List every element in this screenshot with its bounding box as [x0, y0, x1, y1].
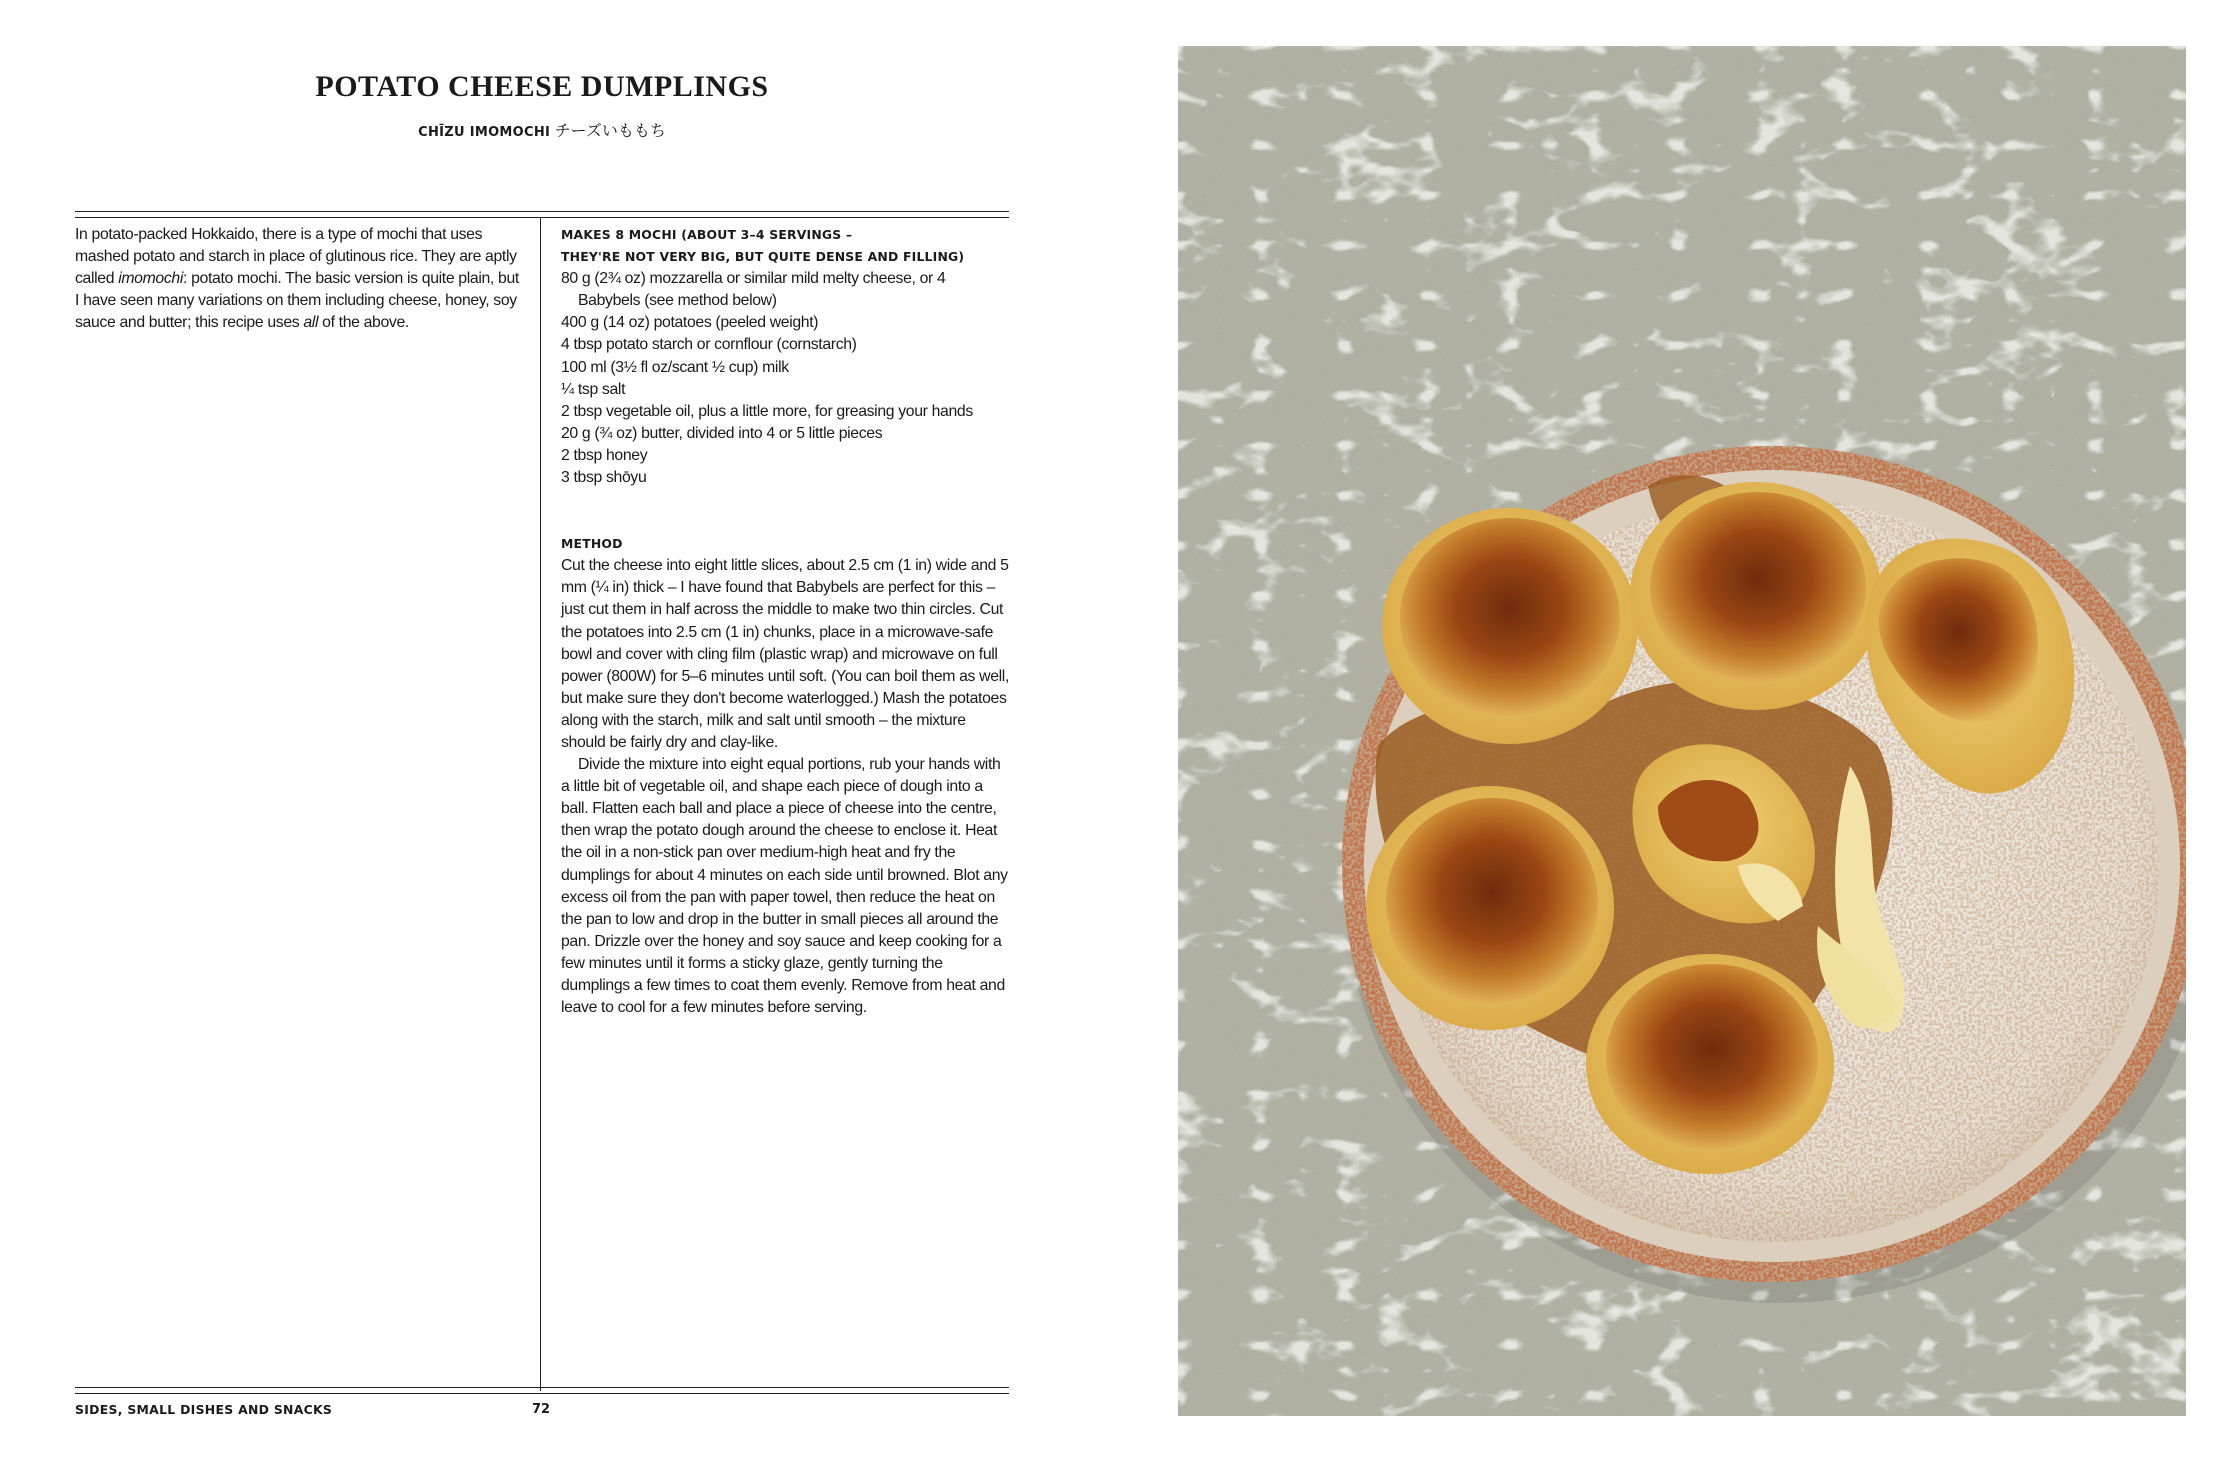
subtitle-romaji: CHĪZU IMOMOCHI — [418, 125, 551, 140]
method-paragraph: Cut the cheese into eight little slices, about 2.5 cm (1 in) wide and 5 mm (¼ in) thick – I have found that Babybels are perfect for this – just cut them in half across the middle to make two thin circles. Cut the potatoes into 2.5 cm (1 in) chunks, place in a microwave-safe bowl and cover with cling film (plastic wrap) and microwave on full power (800W) for 5–6 minutes until soft. (You can boil them as well, but make sure they don't become waterlogged.) Mash the potatoes along with the starch, milk and salt until smooth – the mixture should be fairly dry and clay-like. — [561, 557, 1009, 751]
ingredient-item: 4 tbsp potato starch or cornflour (cornstarch) — [561, 336, 857, 354]
intro-text-continued: : potato mochi. The basic version is quite plain, but I have seen many variations on them including cheese, honey, soy sauce and butter; this recipe uses — [75, 270, 519, 332]
ingredient-item: 3 tbsp shōyu — [561, 469, 647, 487]
dumplings-photo — [1178, 46, 2186, 1416]
page-number: 72 — [532, 1402, 551, 1417]
ingredient-item: 20 g (¾ oz) butter, divided into 4 or 5 little pieces — [561, 424, 883, 442]
intro-italic-word: imomochi — [118, 270, 184, 288]
bottom-rule-inner — [75, 1393, 1009, 1394]
top-rule-inner — [75, 217, 1009, 218]
ingredients-heading — [561, 224, 1011, 268]
dumpling-bottom-left — [1366, 786, 1614, 1030]
intro-italic-all: all — [303, 314, 319, 332]
recipe-subtitle — [75, 118, 1009, 141]
ingredient-item: 80 g (2¾ oz) mozzarella or similar mild melty cheese, or 4 Babybels (see method below) — [561, 270, 946, 310]
ingredient-item: 400 g (14 oz) potatoes (peeled weight) — [561, 314, 819, 332]
recipe-title: POTATO CHEESE DUMPLINGS — [315, 70, 769, 103]
subtitle-japanese: チーズいももち — [554, 121, 666, 140]
ingredients-column — [561, 224, 1011, 1019]
column-divider — [540, 218, 541, 1391]
servings-note: THEY'RE NOT VERY BIG, BUT QUITE DENSE AND FILLING) — [561, 249, 965, 265]
method-paragraph: Divide the mixture into eight equal portions, rub your hands with a little bit of vegetable oil, and shape each piece of dough into a ball. Flatten each ball and place a piece of cheese into the centre, then wrap the potato dough around the cheese to enclose it. Heat the oil in a non-stick pan over medium-high heat and fry the dumplings for about 4 minutes on each side until browned. Blot any excess oil from the pan with paper towel, then reduce the heat on the pan to low and drop in the butter in small pieces all around the pan. Drizzle over the honey and soy sauce and keep cooking for a few minutes until it forms a sticky glaze, gently turning the dumplings a few times to coat them evenly. Remove from heat and leave to cool for a few minutes before serving. — [561, 756, 1008, 1017]
footer-section-title: SIDES, SMALL DISHES AND SNACKS — [75, 1402, 333, 1417]
ingredient-list — [561, 268, 1011, 489]
ingredient-item: 2 tbsp honey — [561, 446, 648, 464]
recipe-page — [0, 0, 1120, 1454]
servings-line: MAKES 8 MOCHI (ABOUT 3–4 SERVINGS – — [561, 227, 853, 242]
dumpling-bottom-center — [1586, 954, 1834, 1174]
top-rule — [75, 211, 1009, 212]
dumpling-top-center — [1630, 482, 1882, 710]
ingredient-item: ¼ tsp salt — [561, 380, 626, 398]
intro-text-ending: of the above. — [318, 314, 409, 332]
method-heading: METHOD — [561, 536, 623, 552]
bottom-rule — [75, 1387, 1009, 1388]
intro-text: In potato-packed Hokkaido, there is a type of mochi that uses mashed potato and starch in place of glutinous rice. They are aptly called — [75, 226, 517, 288]
dumpling-top-left — [1382, 508, 1638, 744]
ingredient-item: 100 ml (3½ fl oz/scant ½ cup) milk — [561, 358, 789, 376]
intro-paragraph — [75, 224, 525, 334]
ingredient-item: 2 tbsp vegetable oil, plus a little more, for greasing your hands — [561, 402, 973, 420]
